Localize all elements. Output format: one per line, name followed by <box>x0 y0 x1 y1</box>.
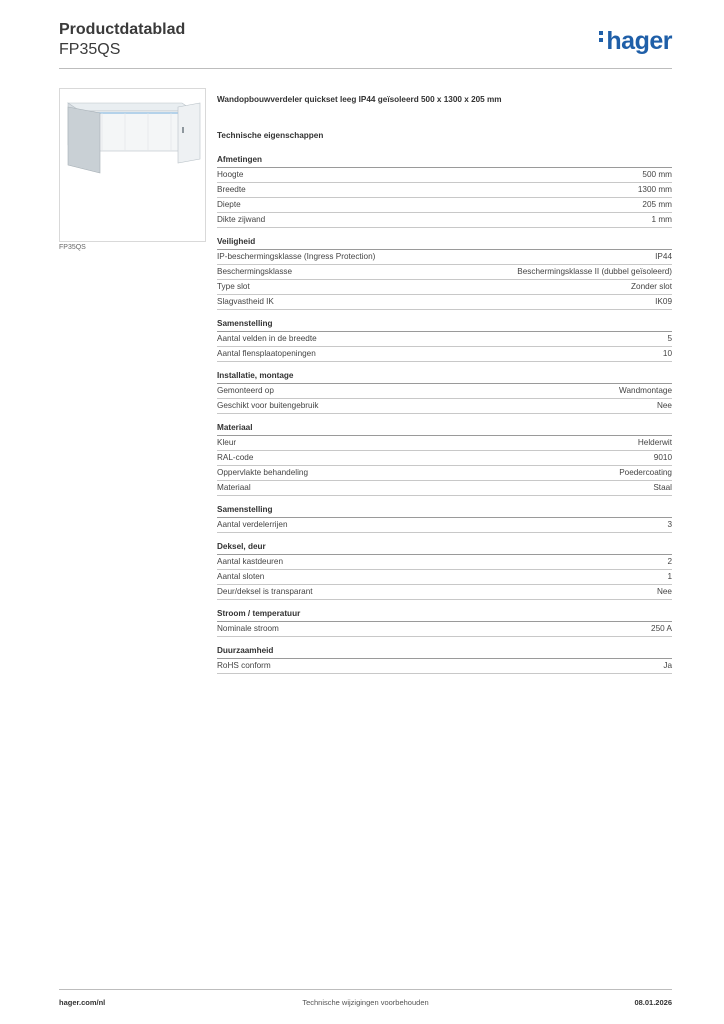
property-row <box>217 659 672 674</box>
property-label: Aantal sloten <box>217 572 265 581</box>
property-row <box>217 250 672 265</box>
property-value: 1300 mm <box>637 185 672 194</box>
property-value: IP44 <box>655 252 672 261</box>
property-row <box>217 183 672 198</box>
section <box>217 237 672 310</box>
property-label: Aantal kastdeuren <box>217 557 283 566</box>
section <box>217 155 672 228</box>
property-label: Geschikt voor buitengebruik <box>217 401 319 410</box>
property-value: IK09 <box>655 297 672 306</box>
property-row <box>217 198 672 213</box>
property-row <box>217 622 672 637</box>
section-title: Stroom / temperatuur <box>217 609 672 622</box>
property-row <box>217 518 672 533</box>
hager-logo <box>599 27 672 56</box>
image-caption: FP35QS <box>59 244 86 251</box>
property-value: 2 <box>667 557 672 566</box>
property-label: RAL-code <box>217 453 254 462</box>
property-value: Poedercoating <box>619 468 672 477</box>
property-row <box>217 213 672 228</box>
property-row <box>217 347 672 362</box>
property-row <box>217 466 672 481</box>
product-content <box>217 95 672 674</box>
property-value: Staal <box>653 483 672 492</box>
property-row <box>217 384 672 399</box>
property-row <box>217 436 672 451</box>
logo-text: hager <box>606 27 672 55</box>
logo-dots-icon <box>599 31 604 45</box>
tech-properties-title: Technische eigenschappen <box>217 131 324 140</box>
property-value: 500 mm <box>642 170 672 179</box>
property-label: Gemonteerd op <box>217 386 274 395</box>
page-footer <box>59 998 672 1010</box>
properties-list <box>217 155 672 674</box>
section-title: Deksel, deur <box>217 542 672 555</box>
product-image <box>59 88 206 242</box>
product-description: Wandopbouwverdeler quickset leeg IP44 geïsoleerd 500 x 1300 x 205 mm <box>217 95 502 104</box>
property-label: Dikte zijwand <box>217 215 266 224</box>
property-label: Materiaal <box>217 483 251 492</box>
property-row <box>217 399 672 414</box>
footer-website[interactable]: hager.com/nl <box>59 998 106 1007</box>
property-row <box>217 265 672 280</box>
footer-disclaimer: Technische wijzigingen voorbehouden <box>302 998 429 1007</box>
section <box>217 609 672 637</box>
section-title: Duurzaamheid <box>217 646 672 659</box>
distribution-board-image <box>60 89 205 241</box>
property-value: Nee <box>656 587 672 596</box>
property-label: Nominale stroom <box>217 624 279 633</box>
document-title: Productdatablad <box>59 21 186 38</box>
section-title: Afmetingen <box>217 155 672 168</box>
section-title: Installatie, montage <box>217 371 672 384</box>
property-row <box>217 481 672 496</box>
property-value: Nee <box>656 401 672 410</box>
property-value: 5 <box>667 334 672 343</box>
property-value: Zonder slot <box>631 282 672 291</box>
section <box>217 505 672 533</box>
property-value: 205 mm <box>642 200 672 209</box>
property-label: Deur/deksel is transparant <box>217 587 313 596</box>
product-code: FP35QS <box>59 41 121 58</box>
section <box>217 646 672 674</box>
property-label: IP-beschermingsklasse (Ingress Protection) <box>217 252 376 261</box>
property-value: Ja <box>663 661 672 670</box>
property-label: Diepte <box>217 200 241 209</box>
property-label: Aantal verdelerrijen <box>217 520 288 529</box>
property-label: Beschermingsklasse <box>217 267 293 276</box>
property-label: RoHS conform <box>217 661 271 670</box>
property-value: Helderwit <box>637 438 672 447</box>
property-label: Aantal velden in de breedte <box>217 334 317 343</box>
property-value: 10 <box>662 349 672 358</box>
property-row <box>217 332 672 347</box>
property-row <box>217 451 672 466</box>
section-title: Veiligheid <box>217 237 672 250</box>
property-value: 1 mm <box>651 215 672 224</box>
section <box>217 423 672 496</box>
property-label: Breedte <box>217 185 246 194</box>
property-label: Aantal flensplaatopeningen <box>217 349 316 358</box>
property-label: Kleur <box>217 438 237 447</box>
property-row <box>217 570 672 585</box>
property-value: Wandmontage <box>619 386 672 395</box>
property-row <box>217 555 672 570</box>
property-row <box>217 168 672 183</box>
section-title: Samenstelling <box>217 319 672 332</box>
section-title: Samenstelling <box>217 505 672 518</box>
property-label: Hoogte <box>217 170 244 179</box>
section-title: Materiaal <box>217 423 672 436</box>
section <box>217 319 672 362</box>
property-value: 3 <box>667 520 672 529</box>
footer-date: 08.01.2026 <box>634 998 672 1007</box>
property-row <box>217 295 672 310</box>
property-label: Type slot <box>217 282 250 291</box>
property-row <box>217 280 672 295</box>
section <box>217 542 672 600</box>
property-label: Slagvastheid IK <box>217 297 274 306</box>
section <box>217 371 672 414</box>
page-header <box>59 21 672 69</box>
header-divider <box>59 68 672 69</box>
property-row <box>217 585 672 600</box>
property-value: 1 <box>667 572 672 581</box>
property-value: 250 A <box>651 624 672 633</box>
footer-divider <box>59 989 672 990</box>
property-label: Oppervlakte behandeling <box>217 468 309 477</box>
property-value: Beschermingsklasse II (dubbel geïsoleerd) <box>517 267 672 276</box>
property-value: 9010 <box>653 453 672 462</box>
